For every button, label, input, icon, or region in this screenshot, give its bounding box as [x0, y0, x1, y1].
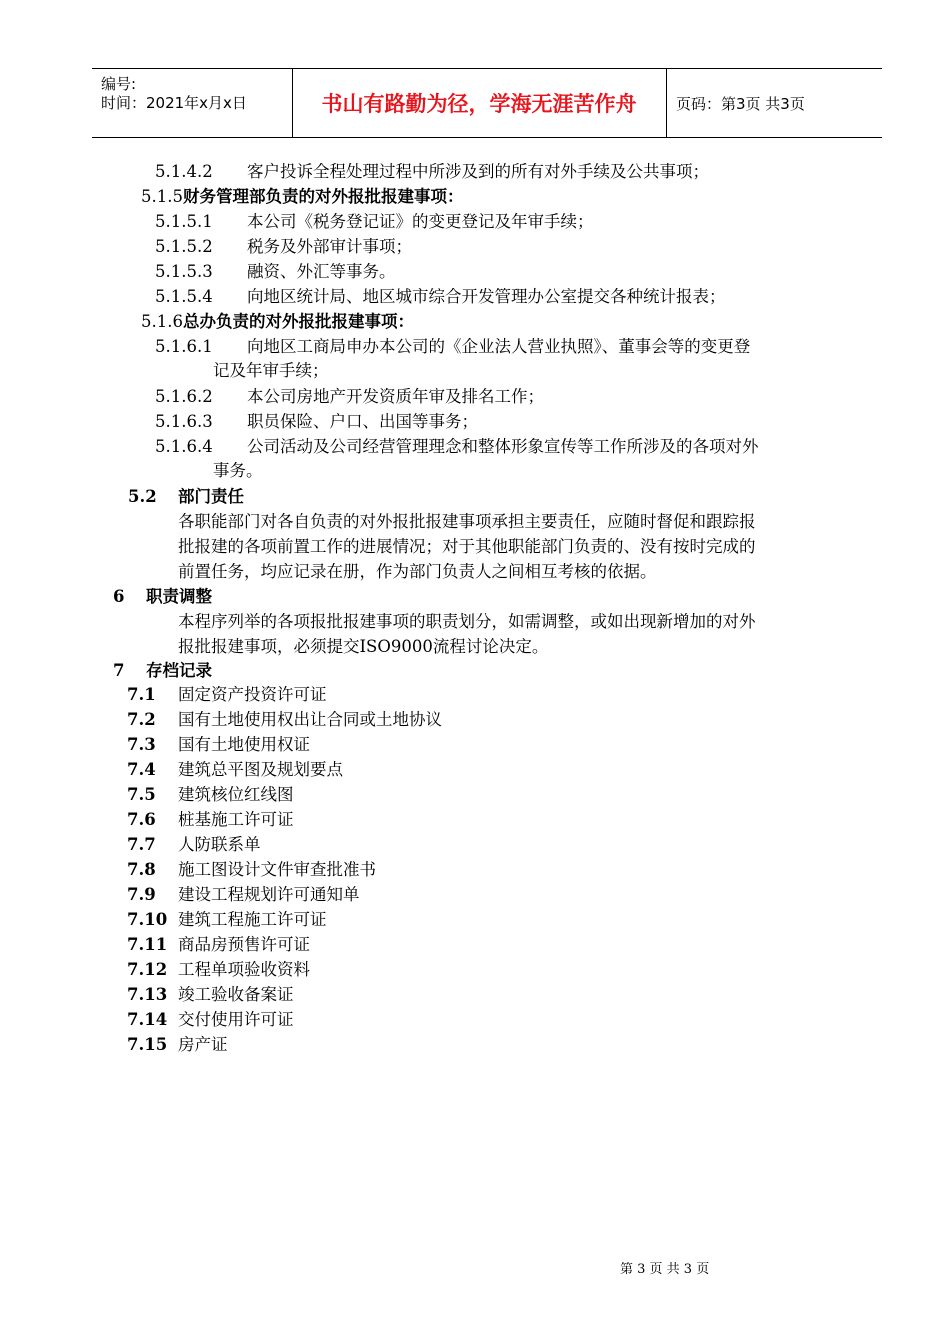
record-item: 国有土地使用权证: [178, 735, 310, 754]
section-heading: [113, 586, 212, 608]
item-text: 向地区统计局、地区城市综合开发管理办公室提交各种统计报表；: [247, 287, 726, 306]
item-text: 职员保险、户口、出国等事务；: [247, 412, 478, 431]
doc-time-label: 时间：2021年x月x日: [101, 94, 247, 112]
page-footer: 第 3 页 共 3 页: [620, 1262, 710, 1277]
subsection-heading: [141, 186, 463, 208]
item-text: 财务管理部负责的对外报批报建事项：: [182, 187, 464, 206]
item-number: 5.1.6.4: [155, 437, 213, 456]
section-title: 职责调整: [146, 587, 212, 606]
header-meta: [92, 69, 292, 137]
record-number: 7.9: [127, 885, 156, 904]
list-item-continuation: 事务。: [213, 461, 263, 480]
section-title: 存档记录: [146, 661, 212, 680]
item-text: 总办负责的对外报批报建事项：: [182, 312, 414, 331]
record-number: 7.6: [127, 810, 156, 829]
record-number: 7.8: [127, 860, 156, 879]
list-item: [155, 286, 726, 308]
item-text: 公司活动及公司经营管理理念和整体形象宣传等工作所涉及的各项对外: [247, 437, 759, 456]
item-text: 本公司《税务登记证》的变更登记及年审手续；: [247, 212, 594, 231]
record-number: 7.10: [127, 910, 168, 929]
record-item: 固定资产投资许可证: [178, 685, 327, 704]
section-number: 7: [113, 661, 125, 680]
header-divider: [666, 69, 667, 137]
record-item: 工程单项验收资料: [178, 960, 310, 979]
item-number: 5.1.5.3: [155, 262, 213, 281]
item-number: 5.1.5.1: [155, 212, 213, 231]
item-text: 融资、外汇等事务。: [247, 262, 396, 281]
list-item: [155, 161, 709, 183]
record-item: 交付使用许可证: [178, 1010, 294, 1029]
item-number: 5.1.4.2: [155, 162, 213, 181]
section-title: 部门责任: [178, 487, 244, 506]
paragraph-line: 本程序列举的各项报批报建事项的职责划分，如需调整，或如出现新增加的对外: [178, 612, 756, 631]
record-item: 人防联系单: [178, 835, 261, 854]
list-item: [155, 411, 478, 433]
section-number: 6: [113, 587, 125, 606]
list-item-continuation: 记及年审手续；: [213, 361, 329, 380]
record-item: 建筑总平图及规划要点: [178, 760, 343, 779]
record-item: 竣工验收备案证: [178, 985, 294, 1004]
item-number: 5.1.6.1: [155, 337, 213, 356]
record-item: 建筑工程施工许可证: [178, 910, 327, 929]
item-text: 本公司房地产开发资质年审及排名工作；: [247, 387, 544, 406]
list-item: [155, 436, 759, 458]
doc-id-label: 编号:: [101, 75, 137, 93]
item-number: 5.1.5.2: [155, 237, 213, 256]
record-number: 7.7: [127, 835, 156, 854]
section-number: 5.2: [128, 487, 157, 506]
header-motto: 书山有路勤为径，学海无涯苦作舟: [321, 92, 637, 116]
record-item: 国有土地使用权出让合同或土地协议: [178, 710, 442, 729]
record-number: 7.11: [127, 935, 168, 954]
record-number: 7.3: [127, 735, 156, 754]
item-text: 向地区工商局申办本公司的《企业法人营业执照》、董事会等的变更登: [247, 337, 751, 356]
item-number: 5.1.5: [141, 187, 183, 206]
record-number: 7.13: [127, 985, 168, 1004]
item-number: 5.1.6.3: [155, 412, 213, 431]
record-item: 商品房预售许可证: [178, 935, 310, 954]
list-item: [155, 236, 412, 258]
record-item: 房产证: [178, 1035, 228, 1054]
record-item: 建设工程规划许可通知单: [178, 885, 360, 904]
record-number: 7.1: [127, 685, 156, 704]
paragraph-line: 批报建的各项前置工作的进展情况；对于其他职能部门负责的、没有按时完成的: [178, 537, 756, 556]
item-number: 5.1.6.2: [155, 387, 213, 406]
section-heading: [128, 486, 244, 508]
item-number: 5.1.5.4: [155, 287, 213, 306]
header-page-label: 页码：第3页 共3页: [676, 94, 805, 113]
record-number: 7.2: [127, 710, 156, 729]
item-text: 税务及外部审计事项；: [247, 237, 412, 256]
list-item: [155, 211, 594, 233]
record-number: 7.4: [127, 760, 156, 779]
record-item: 施工图设计文件审查批准书: [178, 860, 376, 879]
subsection-heading: [141, 311, 414, 333]
list-item: [155, 261, 396, 283]
item-text: 客户投诉全程处理过程中所涉及到的所有对外手续及公共事项；: [247, 162, 709, 181]
record-item: 桩基施工许可证: [178, 810, 294, 829]
record-number: 7.14: [127, 1010, 168, 1029]
list-item: [155, 386, 544, 408]
record-item: 建筑核位红线图: [178, 785, 294, 804]
paragraph-line: 前置任务，均应记录在册，作为部门负责人之间相互考核的依据。: [178, 562, 657, 581]
page-header: [92, 68, 882, 138]
section-heading: [113, 660, 212, 682]
paragraph-line: 报批报建事项，必须提交ISO9000流程讨论决定。: [178, 637, 549, 656]
record-number: 7.5: [127, 785, 156, 804]
record-number: 7.15: [127, 1035, 168, 1054]
list-item: [155, 336, 750, 358]
paragraph-line: 各职能部门对各自负责的对外报批报建事项承担主要责任，应随时督促和跟踪报: [178, 512, 756, 531]
item-number: 5.1.6: [141, 312, 183, 331]
record-number: 7.12: [127, 960, 168, 979]
